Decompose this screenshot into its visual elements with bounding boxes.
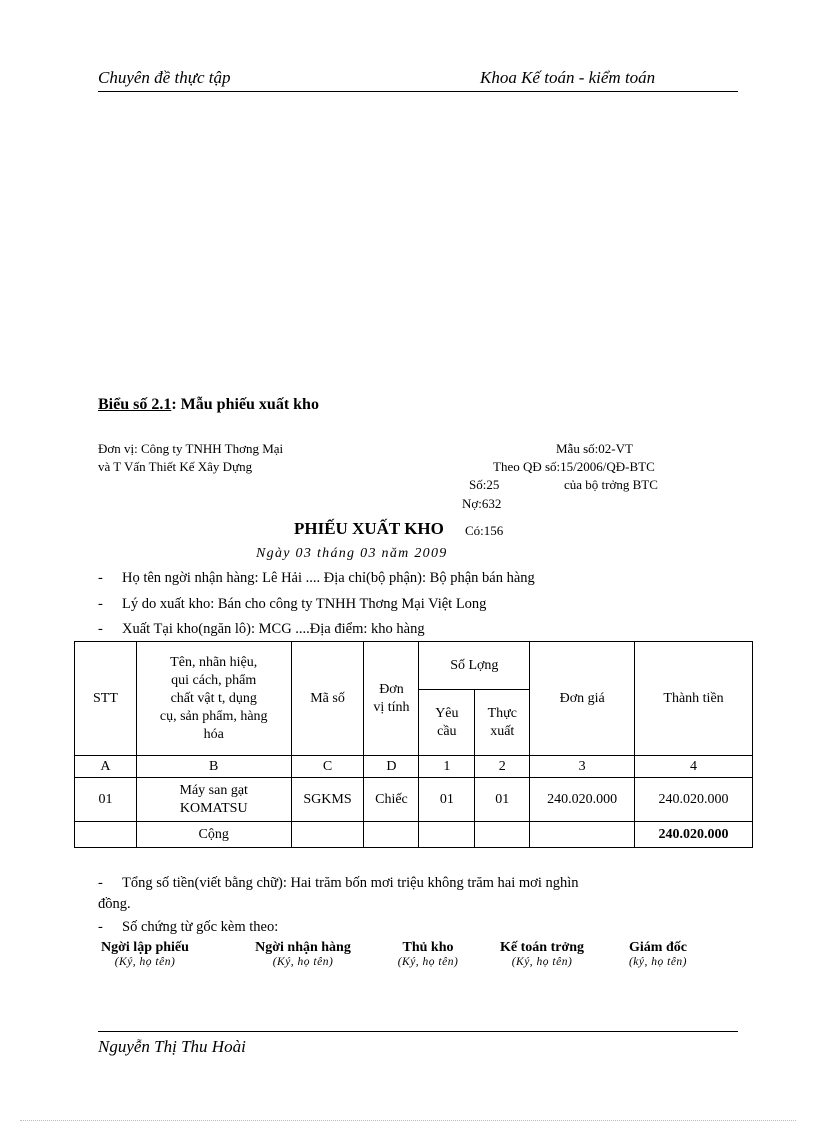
header-rule — [98, 91, 738, 92]
bullet-dash: - — [98, 919, 103, 935]
form-title: PHIẾU XUẤT KHO — [294, 519, 444, 538]
header-name — [136, 642, 291, 756]
form-no: Nợ:632 — [462, 496, 502, 511]
attachments-text: Số chứng từ gốc kèm theo: — [122, 919, 279, 935]
row-actual: 01 — [475, 778, 530, 822]
form-mau-so: Mẫu số:02-VT — [556, 441, 633, 456]
code-cell: 4 — [635, 756, 753, 778]
total-amount: 240.020.000 — [635, 822, 753, 848]
bullet-dash: - — [98, 596, 103, 612]
code-cell: A — [75, 756, 137, 778]
header-price: Đơn giá — [530, 642, 635, 756]
code-cell: C — [291, 756, 364, 778]
footer-author: Nguyễn Thị Thu Hoài — [98, 1037, 246, 1056]
header-unit-l1: Đơn — [379, 681, 404, 697]
bullet-dash: - — [98, 621, 103, 637]
code-row — [75, 756, 753, 778]
row-unit: Chiếc — [364, 778, 419, 822]
document-title — [98, 396, 319, 414]
signature-role: Thủ kho — [402, 940, 454, 955]
header-requested — [419, 690, 475, 756]
header-quantity: Số Lợng — [419, 642, 530, 690]
row-stt: 01 — [75, 778, 137, 822]
signature-director — [613, 940, 703, 968]
signature-role: Kế toán trởng — [500, 940, 584, 955]
form-co: Có:156 — [465, 523, 504, 538]
form-cua-bo: của bộ trởng BTC — [564, 477, 658, 492]
attachments-line — [98, 919, 278, 936]
warehouse-line — [98, 621, 425, 638]
total-row — [75, 822, 753, 848]
signature-chief-accountant — [487, 940, 597, 968]
header-name-l5: hóa — [203, 726, 224, 742]
total-words-text: Tổng số tiền(viết bằng chữ): Hai trăm bốn mơi triệu không trăm hai mơi nghìn — [122, 875, 579, 891]
total-words-line-2: đồng. — [98, 896, 131, 912]
signature-note: (ký, họ tên) — [628, 956, 688, 968]
signature-receiver — [238, 940, 368, 968]
unit-line-2: và T Vấn Thiết Kế Xây Dựng — [98, 459, 253, 474]
warehouse-text: Xuất Tại kho(ngăn lô): MCG ....Địa điểm: kho hàng — [122, 621, 425, 637]
document-title-text: : Mẫu phiếu xuất kho — [171, 396, 319, 413]
page-edge — [20, 1120, 796, 1121]
unit-line-1: Đơn vị: Công ty TNHH Thơng Mại — [98, 441, 284, 456]
header-stt: STT — [75, 642, 137, 756]
signature-role: Ngời nhận hàng — [255, 940, 351, 955]
reason-text: Lý do xuất kho: Bán cho công ty TNHH Thơng Mại Việt Long — [122, 596, 487, 612]
recipient-line — [98, 570, 535, 587]
header-requested-l1: Yêu — [435, 705, 459, 721]
code-cell: 2 — [475, 756, 530, 778]
row-code: SGKMS — [291, 778, 364, 822]
footer-rule — [98, 1031, 738, 1032]
form-so: Số:25 — [469, 477, 500, 492]
row-requested: 01 — [419, 778, 475, 822]
header-unit — [364, 642, 419, 756]
header-name-l4: cụ, sản phẩm, hàng — [159, 708, 268, 724]
goods-table — [74, 641, 753, 848]
signature-note: (Ký, họ tên) — [511, 956, 573, 968]
signature-note: (Ký, họ tên) — [397, 956, 459, 968]
signature-storekeeper — [383, 940, 473, 968]
table-row — [75, 778, 753, 822]
header-left: Chuyên đề thực tập — [98, 68, 231, 87]
row-name — [136, 778, 291, 822]
reason-line — [98, 596, 486, 613]
header-amount: Thành tiền — [635, 642, 753, 756]
code-cell: B — [136, 756, 291, 778]
form-theo-qd: Theo QĐ số:15/2006/QĐ-BTC — [493, 459, 655, 474]
header-code: Mã số — [291, 642, 364, 756]
document-title-label: Biểu số 2.1 — [98, 396, 172, 413]
code-cell: 1 — [419, 756, 475, 778]
header-unit-l2: vị tính — [373, 699, 410, 715]
header-requested-l2: cầu — [437, 723, 457, 739]
total-label: Cộng — [136, 822, 291, 848]
row-name-l1: Máy san gạt — [179, 782, 248, 798]
signature-note: (Ký, họ tên) — [272, 956, 334, 968]
form-date: Ngày 03 tháng 03 năm 2009 — [256, 546, 448, 561]
signature-note: (Ký, họ tên) — [114, 956, 176, 968]
recipient-text: Họ tên ngời nhận hàng: Lê Hải .... Địa chỉ(bộ phận): Bộ phận bán hàng — [122, 570, 535, 586]
header-name-l3: chất vật t, dụng — [170, 690, 257, 706]
code-cell: D — [364, 756, 419, 778]
signature-role: Ngời lập phiếu — [101, 940, 189, 955]
code-cell: 3 — [530, 756, 635, 778]
total-words-line-1 — [98, 875, 579, 892]
bullet-dash: - — [98, 570, 103, 586]
row-name-l2: KOMATSU — [179, 800, 248, 816]
header-right: Khoa Kế toán - kiểm toán — [480, 68, 656, 87]
bullet-dash: - — [98, 875, 103, 891]
row-price: 240.020.000 — [530, 778, 635, 822]
signature-role: Giám đốc — [629, 940, 687, 955]
header-actual-l2: xuất — [490, 723, 515, 739]
header-actual — [475, 690, 530, 756]
row-amount: 240.020.000 — [635, 778, 753, 822]
header-name-l2: qui cách, phẩm — [171, 672, 257, 688]
header-name-l1: Tên, nhãn hiệu, — [170, 654, 258, 670]
header-actual-l1: Thực — [487, 705, 517, 721]
signature-creator — [95, 940, 195, 968]
